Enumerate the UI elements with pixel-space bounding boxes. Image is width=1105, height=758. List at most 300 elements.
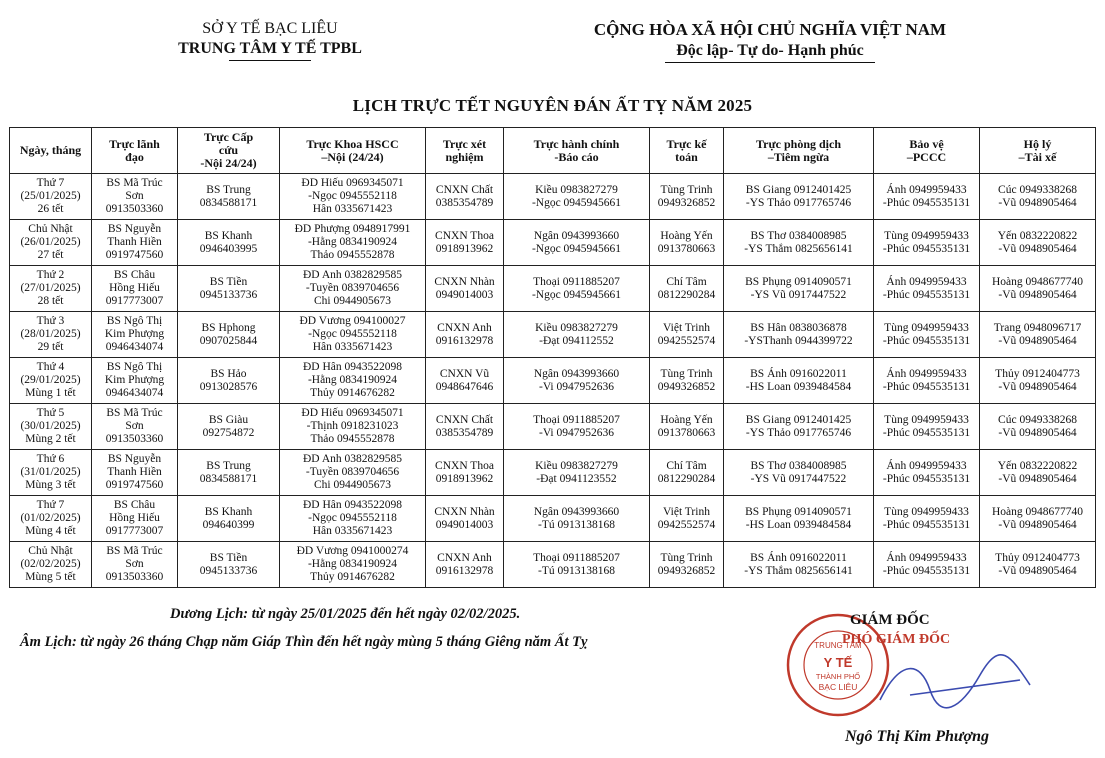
cell-line: CNXN Chất: [435, 183, 494, 196]
cell-line: Tùng Trinh: [660, 551, 713, 564]
cell-line: Thứ 5: [36, 407, 65, 419]
cell-line: Ánh 0949959433: [886, 551, 967, 564]
table-cell: [650, 358, 724, 404]
cell-line: -YS Thảo 0917765746: [745, 426, 852, 439]
cell-line: -YS Thảo 0917765746: [745, 196, 852, 209]
column-header: [426, 128, 504, 174]
cell-line: Thủy 0914676282: [310, 571, 395, 583]
cell-line: 0948647646: [435, 380, 494, 393]
table-cell: [724, 496, 874, 542]
cell-line: BS Tiền: [209, 551, 248, 564]
table-row: [10, 542, 1096, 588]
cell-line: Chi 0944905673: [314, 479, 391, 491]
cell-line: Thứ 4: [36, 361, 65, 373]
cell-line: 0913028576: [199, 380, 258, 393]
cell-line: -Vũ 0948905464: [998, 242, 1077, 255]
cell-line: -Vũ 0948905464: [998, 518, 1077, 531]
column-header: [874, 128, 980, 174]
cell-line: Mùng 3 tết: [25, 479, 76, 491]
table-cell: [980, 220, 1096, 266]
cell-line: Cúc 0949338268: [998, 183, 1077, 196]
cell-line: BS Thơ 0384008985: [750, 459, 847, 472]
cell-line: Tùng 0949959433: [884, 505, 969, 518]
cell-line: -Ngọc 0945552118: [308, 328, 397, 340]
cell-line: 0942552574: [657, 518, 716, 531]
cell-line: Kiều 0983827279: [535, 183, 618, 196]
cell-line: -Phúc 0945535131: [882, 288, 971, 301]
cell-line: -Ngọc 0945945661: [531, 242, 622, 255]
table-cell: [178, 174, 280, 220]
cell-line: (31/01/2025): [20, 466, 81, 478]
cell-line: BS Giang 0912401425: [745, 183, 852, 196]
table-cell: [724, 404, 874, 450]
cell-line: Thứ 3: [36, 315, 65, 327]
table-cell: [724, 358, 874, 404]
table-cell: [280, 358, 426, 404]
cell-line: 0913780663: [657, 242, 716, 255]
cell-line: 0385354789: [435, 196, 494, 209]
agency-header: [150, 20, 390, 61]
cell-line: 0917773007: [105, 525, 164, 537]
cell-line: 0913503360: [105, 203, 164, 215]
cell-line: CNXN Anh: [437, 321, 492, 334]
column-header-line: Trực hành chính: [533, 136, 620, 151]
table-cell: [650, 404, 724, 450]
table-cell: [280, 220, 426, 266]
cell-line: CNXN Nhàn: [434, 275, 495, 288]
cell-line: -Phúc 0945535131: [882, 564, 971, 577]
cell-line: Tùng Trinh: [660, 367, 713, 380]
column-header-line: –PCCC: [906, 149, 947, 164]
cell-line: 0946434074: [105, 341, 164, 353]
cell-line: 0945133736: [199, 564, 258, 577]
column-header-line: -Nội 24/24): [200, 156, 257, 170]
cell-line: 0385354789: [435, 426, 494, 439]
cell-line: Thủy 0912404773: [995, 551, 1080, 564]
column-header-line: Bảo vệ: [909, 136, 944, 151]
motto: Độc lập- Tự do- Hạnh phúc: [676, 42, 864, 59]
column-header-line: Trực kế: [666, 136, 707, 151]
cell-line: Tùng 0949959433: [884, 321, 969, 334]
table-cell: [280, 174, 426, 220]
cell-line: Trang 0948096717: [993, 321, 1082, 334]
table-cell: [724, 312, 874, 358]
table-cell: [10, 312, 92, 358]
column-header-line: –Tài xế: [1018, 149, 1057, 164]
table-cell: [426, 542, 504, 588]
center-name: TRUNG TÂM Y TẾ TPBL: [178, 40, 362, 57]
deputy-title: PHÓ GIÁM ĐỐC: [842, 632, 951, 647]
cell-line: -YS Vũ 0917447522: [750, 472, 847, 485]
duty-schedule-table: [9, 127, 1096, 588]
table-cell: [426, 266, 504, 312]
table-cell: [178, 404, 280, 450]
cell-line: (02/02/2025): [20, 558, 81, 570]
cell-line: BS Hphong: [201, 321, 256, 334]
cell-line: Chủ Nhật: [28, 223, 73, 235]
cell-line: ĐD Phượng 0948917991: [294, 223, 411, 235]
cell-line: -Vi 0947952636: [538, 426, 614, 439]
cell-line: -Phúc 0945535131: [882, 196, 971, 209]
cell-line: Yến 0832220822: [997, 459, 1078, 472]
column-header-line: -Báo cáo: [554, 149, 599, 164]
cell-line: 26 tết: [37, 203, 64, 215]
cell-line: 0834588171: [199, 472, 258, 485]
cell-line: BS Mã Trúc: [106, 407, 163, 419]
cell-line: BS Mã Trúc: [106, 177, 163, 189]
country-name: CỘNG HÒA XÃ HỘI CHỦ NGHĨA VIỆT NAM: [593, 20, 947, 39]
cell-line: Thoại 0911885207: [533, 551, 620, 564]
cell-line: Thoại 0911885207: [533, 275, 620, 288]
column-header-line: Ngày, tháng: [19, 143, 82, 157]
cell-line: BS Hân 0838036878: [750, 321, 847, 334]
column-header-line: Trực Khoa HSCC: [306, 136, 399, 151]
cell-line: Ngân 0943993660: [533, 367, 620, 380]
column-header: [724, 128, 874, 174]
cell-line: Hoàng Yến: [660, 413, 713, 426]
table-cell: [426, 358, 504, 404]
table-cell: [178, 450, 280, 496]
table-cell: [426, 220, 504, 266]
cell-line: 0913503360: [105, 571, 164, 583]
table-cell: [10, 266, 92, 312]
cell-line: Việt Trinh: [663, 321, 710, 334]
cell-line: Mùng 4 tết: [25, 525, 76, 537]
table-cell: [178, 542, 280, 588]
cell-line: -Tuyền 0839704656: [305, 466, 400, 478]
table-cell: [10, 542, 92, 588]
cell-line: Chí Tâm: [666, 459, 707, 472]
table-cell: [874, 266, 980, 312]
cell-line: Thủy 0914676282: [310, 387, 395, 399]
cell-line: Ngân 0943993660: [533, 229, 620, 242]
cell-line: -Hằng 0834190924: [307, 236, 398, 248]
cell-line: -Ngọc 0945945661: [531, 196, 622, 209]
signatory-name: Ngô Thị Kim Phượng: [845, 728, 989, 745]
table-cell: [92, 358, 178, 404]
table-cell: [724, 450, 874, 496]
cell-line: CNXN Vũ: [439, 367, 490, 380]
table-cell: [426, 174, 504, 220]
cell-line: Hân 0335671423: [312, 203, 393, 215]
cell-line: BS Châu: [113, 269, 156, 281]
cell-line: 0949326852: [657, 196, 716, 209]
cell-line: 0916132978: [435, 564, 494, 577]
cell-line: BS Khanh: [204, 505, 253, 518]
cell-line: -Phúc 0945535131: [882, 518, 971, 531]
table-cell: [504, 450, 650, 496]
cell-line: -Vũ 0948905464: [998, 564, 1077, 577]
table-cell: [280, 404, 426, 450]
table-cell: [650, 496, 724, 542]
table-cell: [10, 496, 92, 542]
cell-line: 0812290284: [657, 472, 716, 485]
table-cell: [980, 358, 1096, 404]
cell-line: -Vũ 0948905464: [998, 472, 1077, 485]
cell-line: Thảo 0945552878: [310, 249, 395, 261]
cell-line: BS Ánh 0916022011: [750, 367, 847, 380]
column-header: [650, 128, 724, 174]
table-cell: [650, 312, 724, 358]
table-cell: [280, 450, 426, 496]
cell-line: CNXN Anh: [437, 551, 492, 564]
cell-line: -Phúc 0945535131: [882, 242, 971, 255]
cell-line: -Phúc 0945535131: [882, 472, 971, 485]
handwritten-signature: [870, 650, 1040, 720]
table-cell: [92, 542, 178, 588]
cell-line: BS Nguyễn: [107, 223, 162, 235]
cell-line: Kiều 0983827279: [535, 321, 618, 334]
column-header-line: Trực phòng dịch: [756, 136, 841, 151]
cell-line: 0913503360: [105, 433, 164, 445]
column-header-line: Trực xét: [442, 136, 487, 151]
column-header: [178, 128, 280, 174]
cell-line: Yến 0832220822: [997, 229, 1078, 242]
column-header-line: toán: [675, 149, 698, 164]
cell-line: BS Phụng 0914090571: [745, 505, 852, 518]
cell-line: CNXN Thoa: [435, 459, 494, 472]
table-cell: [10, 358, 92, 404]
cell-line: Thanh Hiền: [107, 466, 162, 478]
column-header: [92, 128, 178, 174]
cell-line: Ánh 0949959433: [886, 459, 967, 472]
table-cell: [504, 174, 650, 220]
column-header-line: Trực Cấp: [203, 130, 254, 144]
cell-line: -HS Loan 0939484584: [745, 518, 852, 531]
cell-line: -HS Loan 0939484584: [745, 380, 852, 393]
cell-line: -YS Vũ 0917447522: [750, 288, 847, 301]
cell-line: Kim Phượng: [104, 328, 165, 340]
column-header: [980, 128, 1096, 174]
cell-line: -Phúc 0945535131: [882, 334, 971, 347]
cell-line: BS Ánh 0916022011: [750, 551, 847, 564]
cell-line: BS Châu: [113, 499, 156, 511]
header-underline: [229, 60, 311, 61]
solar-calendar-note: Dương Lịch: từ ngày 25/01/2025 đến hết ngày 02/02/2025.: [170, 606, 521, 622]
cell-line: ĐD Hân 0943522098: [302, 499, 403, 511]
table-cell: [92, 220, 178, 266]
cell-line: ĐD Anh 0382829585: [302, 453, 403, 465]
table-cell: [92, 450, 178, 496]
cell-line: 0946434074: [105, 387, 164, 399]
cell-line: BS Ngô Thị: [106, 315, 163, 327]
cell-line: ĐD Vương 094100027: [299, 315, 406, 327]
cell-line: Hồng Hiếu: [109, 282, 160, 294]
cell-line: -Ngọc 0945945661: [531, 288, 622, 301]
table-row: [10, 450, 1096, 496]
table-row: [10, 174, 1096, 220]
cell-line: Kim Phượng: [104, 374, 165, 386]
cell-line: 0949326852: [657, 564, 716, 577]
table-cell: [874, 358, 980, 404]
table-cell: [650, 220, 724, 266]
lunar-calendar-note: Âm Lịch: từ ngày 26 tháng Chạp năm Giáp Thìn đến hết ngày mùng 5 tháng Giêng năm Ất Tỵ: [20, 634, 588, 650]
table-cell: [92, 312, 178, 358]
cell-line: 29 tết: [37, 341, 64, 353]
table-cell: [92, 266, 178, 312]
table-cell: [874, 312, 980, 358]
table-cell: [874, 220, 980, 266]
cell-line: -Vũ 0948905464: [998, 426, 1077, 439]
cell-line: 0907025844: [199, 334, 258, 347]
cell-line: 0812290284: [657, 288, 716, 301]
cell-line: (27/01/2025): [20, 282, 81, 294]
cell-line: 0945133736: [199, 288, 258, 301]
cell-line: Mùng 1 tết: [25, 387, 76, 399]
cell-line: ĐD Hiếu 0969345071: [301, 177, 404, 189]
cell-line: 0913780663: [657, 426, 716, 439]
table-cell: [504, 220, 650, 266]
cell-line: 0949014003: [435, 288, 494, 301]
svg-text:BẠC LIÊU: BẠC LIÊU: [818, 682, 858, 692]
cell-line: CNXN Nhàn: [434, 505, 495, 518]
department-name: SỞ Y TẾ BẠC LIÊU: [202, 20, 338, 37]
cell-line: -Ngọc 0945552118: [308, 190, 397, 202]
table-cell: [650, 542, 724, 588]
cell-line: Sơn: [125, 558, 144, 570]
cell-line: BS Giang 0912401425: [745, 413, 852, 426]
cell-line: BS Trung: [206, 459, 251, 472]
cell-line: Thanh Hiền: [107, 236, 162, 248]
column-header-line: nghiệm: [445, 149, 484, 164]
cell-line: CNXN Chất: [435, 413, 494, 426]
cell-line: ĐD Anh 0382829585: [302, 269, 403, 281]
table-cell: [724, 266, 874, 312]
table-cell: [10, 450, 92, 496]
table-cell: [980, 266, 1096, 312]
table-cell: [426, 496, 504, 542]
cell-line: Hồng Hiếu: [109, 512, 160, 524]
cell-line: CNXN Thoa: [435, 229, 494, 242]
cell-line: Tùng 0949959433: [884, 413, 969, 426]
cell-line: Ánh 0949959433: [886, 275, 967, 288]
table-cell: [874, 450, 980, 496]
table-row: [10, 358, 1096, 404]
cell-line: Hân 0335671423: [312, 525, 393, 537]
table-cell: [504, 312, 650, 358]
column-header-line: đạo: [125, 149, 144, 164]
column-header-line: Trực lãnh: [109, 136, 160, 151]
cell-line: -Phúc 0945535131: [882, 380, 971, 393]
cell-line: BS Phụng 0914090571: [745, 275, 852, 288]
cell-line: (30/01/2025): [20, 420, 81, 432]
cell-line: -YSThanh 0944399722: [744, 334, 853, 347]
cell-line: 28 tết: [37, 295, 64, 307]
table-cell: [280, 542, 426, 588]
cell-line: BS Nguyễn: [107, 453, 162, 465]
cell-line: BS Giàu: [208, 413, 249, 426]
cell-line: BS Hảo: [210, 367, 247, 380]
cell-line: Ánh 0949959433: [886, 367, 967, 380]
document-title: LỊCH TRỰC TẾT NGUYÊN ĐÁN ẤT TỴ NĂM 2025: [352, 96, 753, 115]
cell-line: BS Tiền: [209, 275, 248, 288]
cell-line: -Phúc 0945535131: [882, 426, 971, 439]
cell-line: -Tuyền 0839704656: [305, 282, 400, 294]
cell-line: Cúc 0949338268: [998, 413, 1077, 426]
cell-line: Thoại 0911885207: [533, 413, 620, 426]
national-header: [560, 20, 980, 63]
column-header-line: –Nội (24/24): [321, 149, 384, 164]
cell-line: -Vi 0947952636: [538, 380, 614, 393]
motto-underline: [665, 62, 875, 63]
cell-line: Tùng 0949959433: [884, 229, 969, 242]
table-cell: [426, 404, 504, 450]
cell-line: (26/01/2025): [20, 236, 81, 248]
cell-line: ĐD Hiếu 0969345071: [301, 407, 404, 419]
cell-line: Thứ 7: [36, 499, 65, 511]
cell-line: ĐD Vương 0941000274: [296, 545, 409, 557]
table-cell: [178, 220, 280, 266]
table-cell: [504, 404, 650, 450]
table-cell: [650, 450, 724, 496]
table-row: [10, 312, 1096, 358]
table-cell: [10, 404, 92, 450]
table-cell: [280, 496, 426, 542]
cell-line: BS Khanh: [204, 229, 253, 242]
cell-line: -YS Thắm 0825656141: [744, 242, 853, 255]
table-cell: [650, 174, 724, 220]
table-cell: [874, 174, 980, 220]
table-cell: [504, 358, 650, 404]
cell-line: -Đạt 0941123552: [536, 472, 617, 485]
cell-line: Hoàng 0948677740: [991, 505, 1084, 518]
cell-line: BS Thơ 0384008985: [750, 229, 847, 242]
column-header: [280, 128, 426, 174]
cell-line: -Hằng 0834190924: [307, 374, 398, 386]
table-cell: [980, 450, 1096, 496]
table-cell: [92, 496, 178, 542]
cell-line: Mùng 2 tết: [25, 433, 76, 445]
svg-text:THÀNH PHỐ: THÀNH PHỐ: [815, 672, 861, 681]
column-header-line: cứu: [218, 143, 239, 157]
table-cell: [650, 266, 724, 312]
cell-line: -Tú 0913138168: [538, 518, 615, 531]
cell-line: -Đạt 094112552: [539, 334, 614, 347]
cell-line: -Hằng 0834190924: [307, 558, 398, 570]
table-cell: [92, 404, 178, 450]
signatory-title: GIÁM ĐỐC: [850, 612, 930, 628]
cell-line: 0916132978: [435, 334, 494, 347]
cell-line: Mùng 5 tết: [25, 571, 76, 583]
table-cell: [980, 404, 1096, 450]
cell-line: BS Ngô Thị: [106, 361, 163, 373]
table-header-row: [10, 128, 1096, 174]
table-cell: [280, 266, 426, 312]
table-cell: [980, 312, 1096, 358]
column-header: [504, 128, 650, 174]
cell-line: 0918913962: [435, 242, 494, 255]
cell-line: 0917773007: [105, 295, 164, 307]
table-cell: [178, 358, 280, 404]
cell-line: Thủy 0912404773: [995, 367, 1080, 380]
cell-line: -Vũ 0948905464: [998, 196, 1077, 209]
cell-line: (29/01/2025): [20, 374, 81, 386]
table-row: [10, 496, 1096, 542]
cell-line: -Vũ 0948905464: [998, 288, 1077, 301]
table-row: [10, 220, 1096, 266]
table-cell: [280, 312, 426, 358]
table-cell: [178, 266, 280, 312]
cell-line: 0942552574: [657, 334, 716, 347]
cell-line: Thứ 2: [36, 269, 65, 281]
cell-line: Tùng Trinh: [660, 183, 713, 196]
cell-line: 0834588171: [199, 196, 258, 209]
table-cell: [980, 174, 1096, 220]
table-cell: [724, 542, 874, 588]
table-cell: [426, 450, 504, 496]
cell-line: -Vũ 0948905464: [998, 380, 1077, 393]
cell-line: (25/01/2025): [20, 190, 81, 202]
